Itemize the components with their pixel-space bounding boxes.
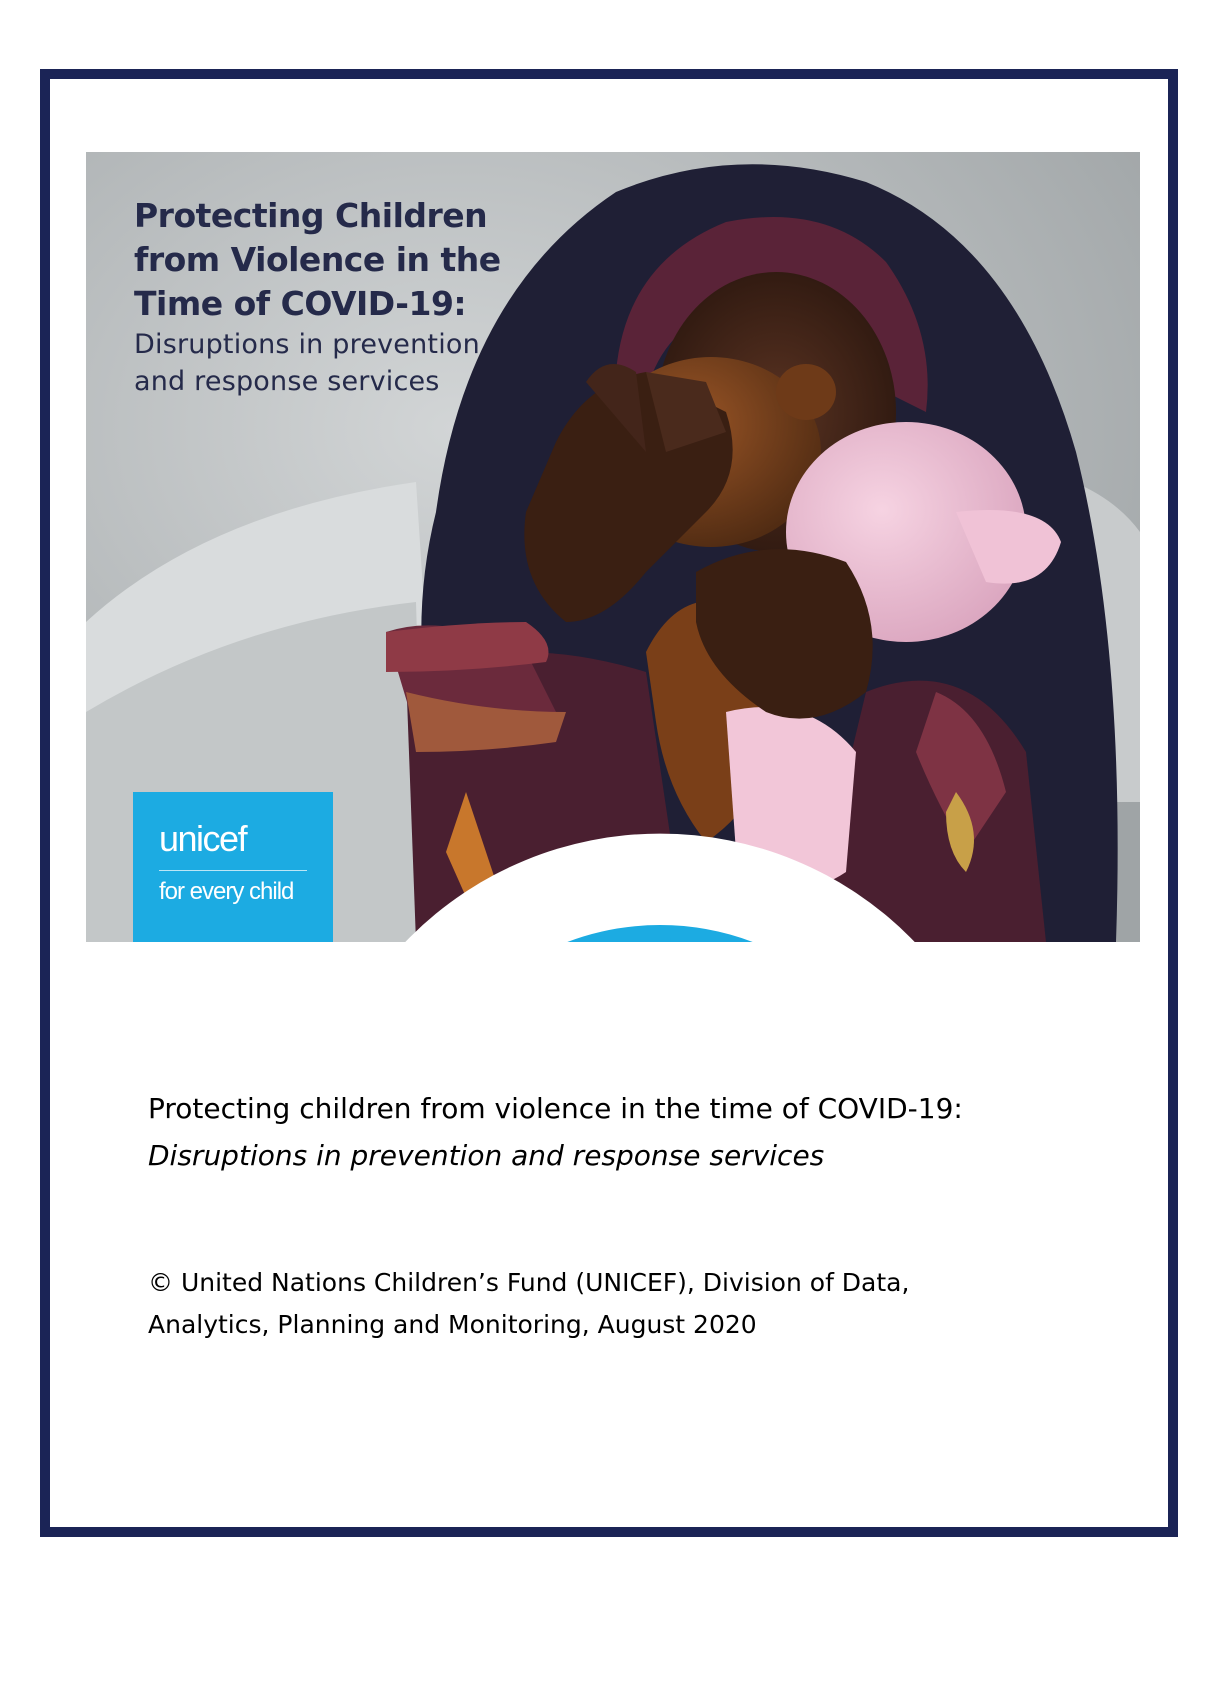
un-emblem-icon [133, 792, 1140, 942]
logo-divider [159, 870, 307, 871]
cover-title-line: Protecting Children [134, 196, 488, 235]
cover-subtitle-line: Disruptions in prevention [134, 329, 480, 360]
cover-subtitle-line: and response services [134, 366, 440, 397]
cover-title-block [134, 194, 554, 400]
copyright-line: Analytics, Planning and Monitoring, August 2020 [148, 1310, 757, 1339]
unicef-logo [133, 792, 333, 942]
cover-photo [86, 152, 1140, 942]
cover-title-line: from Violence in the [134, 240, 501, 279]
unicef-wordmark: unicef [159, 818, 247, 859]
copyright-notice [148, 1262, 1108, 1346]
document-title [148, 1085, 1108, 1179]
document-title-line: Protecting children from violence in the time of COVID-19: [148, 1092, 963, 1125]
copyright-line: © United Nations Children’s Fund (UNICEF), Division of Data, [148, 1268, 910, 1297]
document-subtitle-line: Disruptions in prevention and response services [148, 1139, 825, 1172]
cover-title-line: Time of COVID-19: [134, 284, 467, 323]
unicef-tagline: for every child [159, 878, 294, 905]
